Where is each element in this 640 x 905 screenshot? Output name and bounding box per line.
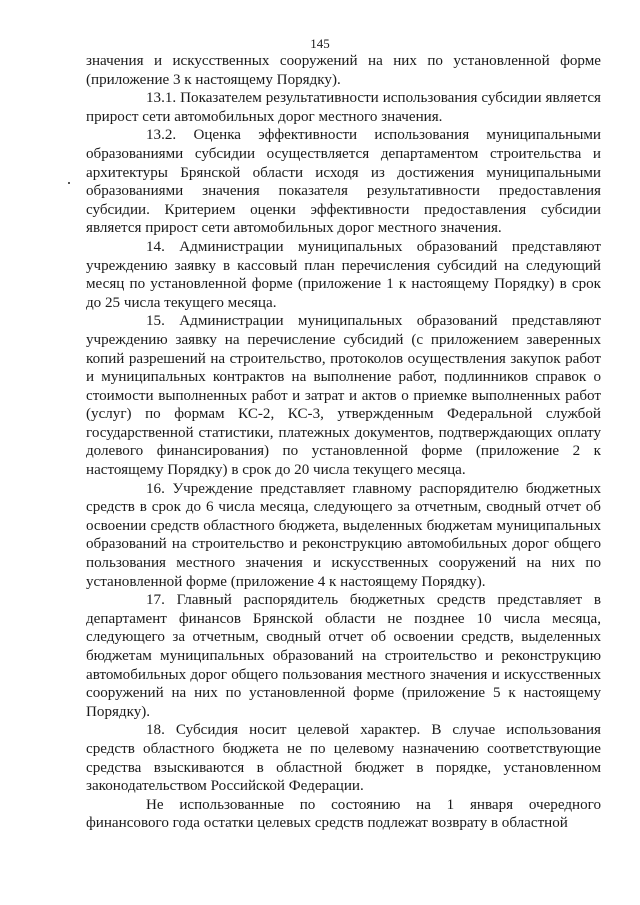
paragraph-15: 15. Администрации муниципальных образований представляют учреждению заявку на перечисление субсидий (с приложением заверенных копий разрешений на строительство, протоколов осуществления закупок работ и муниципальных контрактов на выполнение работ, подлинников справок о стоимости выполненных работ и затрат и актов о приемке выполненных работ (услуг) по формам КС-2, КС-3, утвержденным Федеральной службой государственной статистики, платежных документов, подтверждающих оплату долевого финансирования) по установленной форме (приложение 2 к настоящему Порядку) в срок до 20 числа текущего месяца.	[86, 313, 601, 479]
paragraph-18: 18. Субсидия носит целевой характер. В случае использования средств областного бюджета не по целевому назначению соответствующие средства взыскиваются в областной бюджет в порядке, установленном законодательством Российской Федерации.	[86, 722, 601, 795]
paragraph-14: 14. Администрации муниципальных образований представляют учреждению заявку в кассовый план перечисления субсидий на следующий месяц по установленной форме (приложение 1 к настоящему Порядку) в срок до 25 числа текущего месяца.	[86, 238, 601, 311]
page-number: 145	[310, 36, 330, 51]
paragraph-13-1: 13.1. Показателем результативности использования субсидии является прирост сети автомобильных дорог местного значения.	[86, 90, 601, 125]
paragraph-unused-funds: Не использованные по состоянию на 1 января очередного финансового года остатки целевых средств подлежат возврату в областной	[86, 796, 601, 832]
paragraph-17: 17. Главный распорядитель бюджетных средств представляет в департамент финансов Брянской области не позднее 10 числа месяца, следующего за отчетным, сводный отчет об освоении средств, выделенных бюджетам муниципальных образований на строительство и реконструкцию автомобильных дорог общего пользования местного значения и искусственных сооружений на них по установленной форме (приложение 5 к настоящему Порядку).	[86, 592, 601, 720]
paragraph-continuation: значения и искусственных сооружений на них по установленной форме (приложение 3 к настоящему Порядку).	[86, 53, 601, 88]
paragraph-16: 16. Учреждение представляет главному распорядителю бюджетных средств в срок до 6 числа месяца, следующего за отчетным, сводный отчет об освоении средств областного бюджета, выделенных бюджетам муниципальных образований на строительство и реконструкцию автомобильных дорог общего пользования местного значения и искусственных сооружений на них по установленной форме (приложение 4 к настоящему Порядку).	[86, 480, 601, 590]
paragraph-13-2: 13.2. Оценка эффективности использования муниципальными образованиями субсидии осуществляется департаментом строительства и архитектуры Брянской области исходя из достижения муниципальными образованиями значения показателя результативности предоставления субсидии. Критерием оценки эффективности предоставления субсидии является прирост сети автомобильных дорог местного значения.	[86, 127, 601, 237]
margin-mark	[68, 182, 70, 184]
body-text	[86, 52, 601, 833]
